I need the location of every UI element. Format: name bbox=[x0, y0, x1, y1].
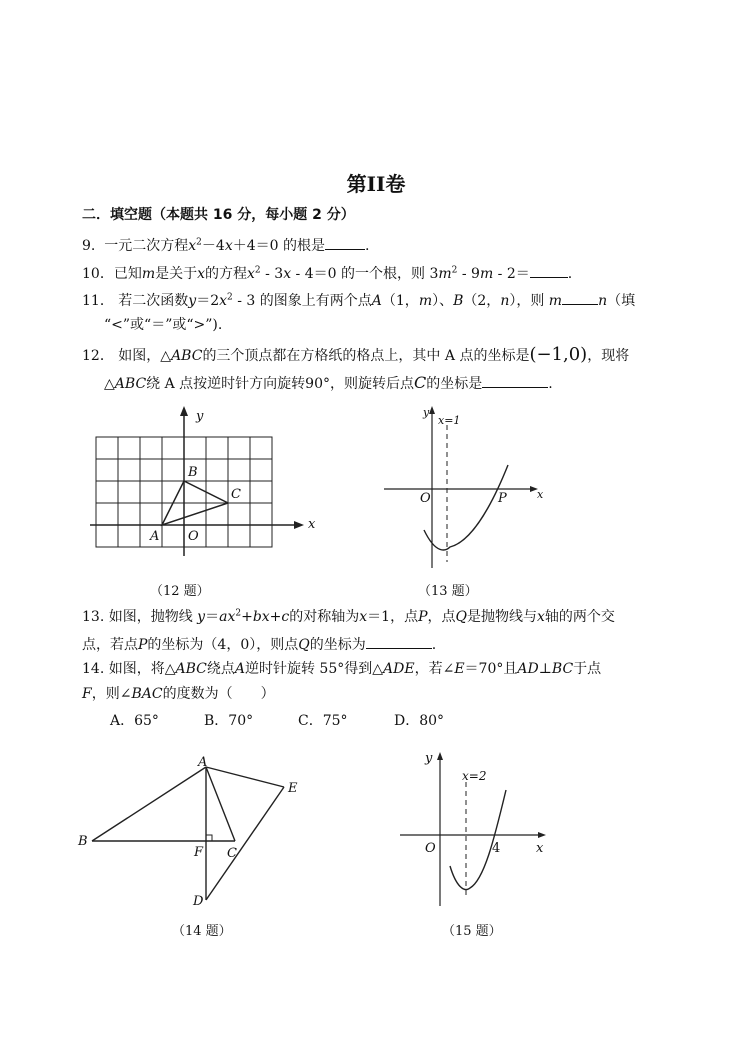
caption-15: （15 题） bbox=[442, 924, 502, 939]
label-p: P bbox=[498, 491, 507, 506]
label-x: x bbox=[536, 841, 544, 856]
caption-12: （12 题） bbox=[150, 584, 210, 599]
question-10: 10．已知m是关于x的方程$x^2 - 3x - 4=0$ 的一个根，则 $3m^2 - 9m - 2=$ . bbox=[82, 263, 572, 284]
question-11: 11． 若二次函数$y=2x^2 - 3$ 的图象上有两个点A（1，m）、B（2，n），则 m n（填 bbox=[82, 290, 635, 311]
question-13: 13. 如图，抛物线 $y=ax^2+bx+c$的对称轴为x＝1，点P，点Q是抛物线与x轴的两个交 bbox=[82, 608, 615, 625]
label-four: 4 bbox=[492, 841, 501, 856]
label-c: C bbox=[231, 487, 241, 502]
label-o: O bbox=[420, 491, 431, 506]
label-b: B bbox=[78, 834, 88, 849]
label-a: A bbox=[150, 529, 160, 544]
label-x: x bbox=[537, 488, 544, 501]
question-14: 14. 如图，将△ABC绕点A逆时针旋转 55°得到△ADE，若∠E＝70°且AD⊥BC于点 bbox=[82, 661, 602, 677]
label-symmetry-axis: x=2 bbox=[462, 769, 487, 783]
label-e: E bbox=[288, 781, 298, 796]
caption-13: （13 题） bbox=[418, 584, 478, 599]
label-f: F bbox=[194, 845, 204, 860]
label-y: y bbox=[425, 751, 433, 766]
page-title: 第II卷 bbox=[346, 172, 406, 196]
label-o: O bbox=[425, 841, 436, 856]
option-a[interactable]: A．65° bbox=[110, 713, 159, 729]
option-d[interactable]: D．80° bbox=[394, 713, 445, 729]
label-b: B bbox=[188, 465, 198, 480]
question-11-line2: “<”或“＝”或“>”). bbox=[104, 317, 223, 333]
label-x: x bbox=[308, 517, 316, 532]
label-o: O bbox=[188, 529, 199, 544]
question-12-line2: △ABC绕 A 点按逆时针方向旋转90°，则旋转后点C的坐标是 . bbox=[104, 373, 553, 392]
section-heading: 二．填空题（本题共 16 分，每小题 2 分） bbox=[82, 207, 355, 223]
label-symmetry-axis: x=1 bbox=[438, 414, 461, 427]
label-y: y bbox=[423, 406, 430, 419]
question-9: 9. 一元二次方程$x^2-4x+4=0$ 的根是 . bbox=[82, 235, 369, 256]
option-c[interactable]: C．75° bbox=[298, 713, 348, 729]
label-d: D bbox=[193, 894, 204, 909]
option-b[interactable]: B．70° bbox=[204, 713, 254, 729]
question-14-line2: F，则∠BAC的度数为（ ） bbox=[82, 686, 275, 702]
caption-14: （14 题） bbox=[172, 924, 232, 939]
label-a: A bbox=[198, 755, 208, 770]
label-y: y bbox=[196, 409, 204, 424]
question-13-line2: 点，若点P的坐标为（4，0），则点Q的坐标为 . bbox=[82, 634, 436, 655]
question-12: 12． 如图，△ABC的三个顶点都在方格纸的格点上，其中 A 点的坐标是(−1,0)，现将 bbox=[82, 344, 630, 365]
label-c: C bbox=[227, 846, 237, 861]
